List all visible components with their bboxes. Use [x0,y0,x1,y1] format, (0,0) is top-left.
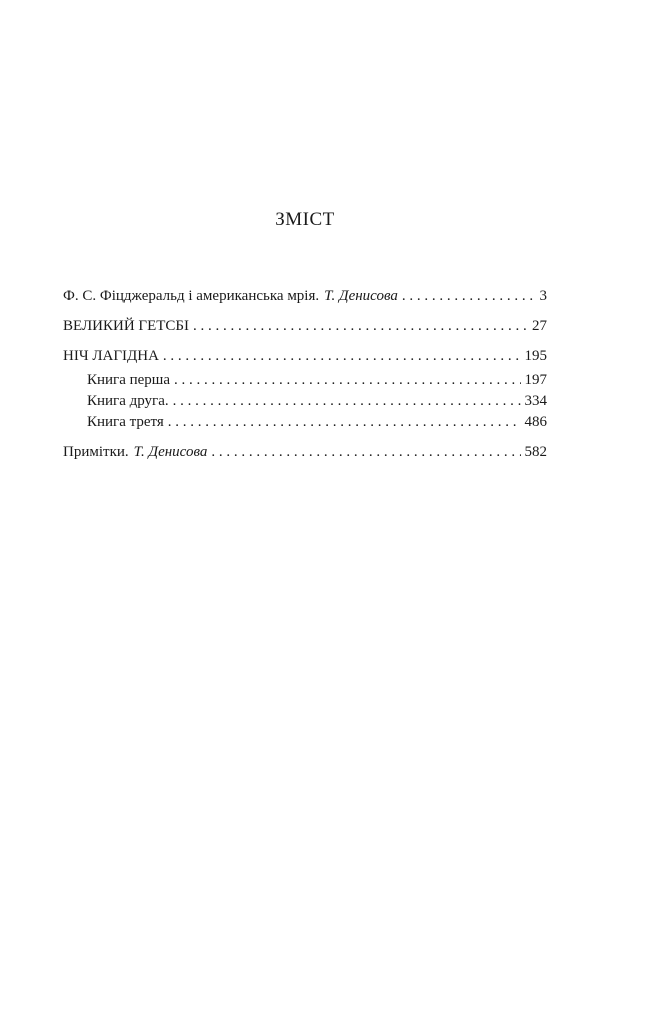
dot-leader [173,391,521,411]
toc-entry-title: НІЧ ЛАГІДНА [63,348,159,364]
dot-leader [168,412,521,432]
dot-leader [211,442,520,462]
toc-entry-title: Книга друга. [87,393,169,409]
dot-leader [174,370,520,390]
toc-entry-page: 195 [524,348,547,364]
toc-entry-title: Книга третя [87,414,164,430]
toc-entry-page: 334 [524,393,547,409]
toc-entry-author: Т. Денисова [133,444,208,460]
toc-entry-page: 197 [524,372,547,388]
toc-subentry-book-one [63,370,547,390]
toc-entry-title: ВЕЛИКИЙ ГЕТСБІ [63,318,190,334]
table-of-contents [63,286,547,472]
toc-entry-title: Ф. С. Фіцджеральд і американська мрія. [63,288,320,304]
toc-entry-author: Т. Денисова [324,288,398,304]
toc-entry-page: 3 [539,288,547,304]
toc-entry-fitzgerald-essay [63,286,547,306]
dot-leader [163,346,521,366]
dot-leader [193,316,528,336]
toc-entry-title: Книга перша [87,372,171,388]
page-title: ЗМІСТ [275,209,335,230]
toc-entry-page: 582 [524,444,547,460]
toc-subentry-book-two [63,391,547,411]
toc-subentry-book-three [63,412,547,432]
toc-entry-notes [63,442,547,462]
toc-entry-page: 486 [524,414,547,430]
toc-entry-great-gatsby [63,316,547,336]
dot-leader [402,286,536,306]
toc-entry-tender-night [63,346,547,366]
toc-entry-page: 27 [532,318,547,334]
toc-entry-title: Примітки. [63,444,129,460]
